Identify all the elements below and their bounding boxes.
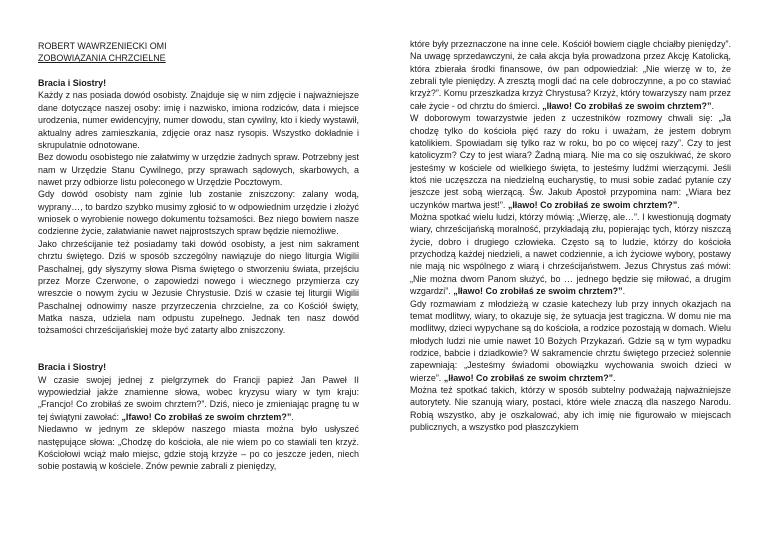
spacer — [38, 337, 359, 362]
paragraph — [410, 38, 731, 112]
paragraph-text: . — [711, 100, 714, 111]
author-name: ROBERT WAWRZENIECKI OMI — [38, 41, 167, 51]
paragraph-text: W czasie swojej jednej z pielgrzymek do Francji papież Jan Paweł II wypowiedział jakże znamienne słowa, wobec kryzysu wiary w tym kraju: „Francjo! Co zrobiłaś ze swoim chrztem?”. Dziś, nieco je zmieniając pragnę tu w tej świątyni zawołać: — [38, 374, 359, 422]
paragraph — [410, 112, 731, 211]
paragraph-text: . — [613, 372, 616, 383]
paragraph-text: W doborowym towarzystwie jeden z uczestników rozmowy chwali się: „Ja chodzę tylko do kościoła pięć razy do roku i uważam, że jestem dobrym katolikiem. Spowiadam się tylko raz w roku, bo po co więcej razy”. Czy to jest katolicyzm? Czy to jest wiara? Żadną miarą. Nie ma co się oszukiwać, że skoro jesteśmy w kościele od wielkiego święta, to jesteśmy ludźmi wierzącymi. Jeśli ktoś nie uczęszcza na niedzielną eucharystię, to musi sobie zadać pytanie czy jeszcze jest sobą wierzącą. Św. Jakub Apostoł przypomina nam: „Wiara bez uczynków martwa jest!”. — [410, 113, 731, 210]
paragraph: Można też spotkać takich, którzy w sposób subtelny podważają najważniejsze autorytety. Nie szanują wiary, postaci, które wiele znaczą dla naszego Narodu. Robią wszystko, aby je oszkalować, aby ich imię nie figurowało w miejscach publicznych, a wszystko pod płaszczykiem — [410, 385, 731, 433]
paragraph: Bez dowodu osobistego nie załatwimy w urzędzie żadnych spraw. Potrzebny jest nam w Urzędzie Stanu Cywilnego, przy sprawach sądowych, skarbowych, a nawet przy odbiorze listu poleconego w Urzędzie Pocztowym. — [38, 152, 359, 187]
refrain-text: „Iławo! Co zrobiłaś ze swoim chrztem?” — [507, 199, 678, 210]
paragraph-text: . — [622, 286, 626, 297]
greeting-heading: Bracia i Siostry! — [38, 362, 107, 373]
paragraph — [38, 374, 359, 423]
refrain-text: „Iławo! Co zrobiłaś ze swoim chrztem?” — [453, 286, 623, 297]
refrain-text: „Ifawo! Co zrobiłaś ze swoim chrztem?” — [121, 411, 292, 422]
paragraph — [410, 211, 731, 298]
paragraph: Niedawno w jednym ze sklepów naszego miasta można było usłyszeć następujące słowa: „Chodzę do kościoła, ale nie wiem po co stawiali ten krzyż. Kościołowi wciąż mało miejsc, gdzie stoją krzyże – po co jeszcze jeden, niech sobie postawią w kościele. Znów pewnie zabrali z pieniędzy, — [38, 424, 359, 472]
paragraph-text: które były przeznaczone na inne cele. Kościół bowiem ciągle chciałby pieniędzy”. Na uwagę sprzedawczyni, że cała akcja była prowadzona przez Akcję Katolicką, która zbierała środki finansowe, ów pan odpowiedział: „Nie wierzę w to, że zebrali tyle pieniędzy. A zresztą mogli dać na cele dobroczynne, a po co stawiać krzyż?”. Komu przeszkadza krzyż Chrystusa? Krzyż, który towarzyszy nam przez całe życie - od chrztu do śmierci. — [410, 39, 731, 111]
refrain-text: „Iławo! Co zrobiłaś ze swoim chrztem?” — [542, 100, 712, 111]
paragraph — [410, 298, 731, 385]
paragraph-text: Można spotkać wielu ludzi, którzy mówią: „Wierzę, ale…”. I kwestionują dogmaty wiary, chrześcijańską moralność, przykładają złu, popierając tych, którzy niszczą życie, dobro i drugiego człowieka. Często są to ludzie, którzy do kościoła przychodzą każdej niedzieli, a nawet codziennie, a ich życiowe wybory, postawy nie mają nic wspólnego z wiarą i chrześcijaństwem. Jezus Chrystus zaś mówi: „Nie można dwom Panom służyć, bo … jednego będzie się miłować, a drugim wzgardzi”. — [410, 212, 731, 297]
left-column — [38, 40, 359, 473]
refrain-text: „Iławo! Co zrobiłaś ze swoim chrztem?” — [443, 372, 614, 383]
greeting-heading: Bracia i Siostry! — [38, 78, 107, 89]
paragraph-text: Gdy rozmawiam z młodzieżą w czasie katechezy lub przy innych okazjach na temat modlitwy, wiary, to okazuje się, że sytuacja jest tragiczna. W domu nie ma modlitwy, dzieci wypychane są do kościoła, a rodzice pozostają w domach. Wielu młodych ludzi nie umie nawet 10 Bożych Przykazań. Gdzie są w tym wypadku rodzice, babcie i dziadkowie? W sakramencie chrztu świętego przecież solennie zapewniają: „Jesteśmy świadomi obowiązku wychowania swoich dzieci w wierze”. — [410, 298, 731, 383]
paragraph-text: . — [291, 411, 294, 422]
spacer — [38, 65, 359, 77]
paragraph-text: . — [677, 199, 680, 210]
paragraph: Gdy dowód osobisty nam zginie lub zostanie zniszczony: zalany wodą, wyprany…, to bardzo szybko musimy zgłosić to w odpowiednim urzędzie i złożyć wniosek o wyrobienie nowego dokumentu tożsamości. Bez niego bowiem nasze codzienne życie, załatwianie nawet najprostszych spraw będzie niemożliwe. — [38, 189, 359, 237]
right-column — [410, 38, 731, 434]
document-title: ZOBOWIĄZANIA CHRZCIELNE — [38, 53, 166, 64]
paragraph: Każdy z nas posiada dowód osobisty. Znajduje się w nim zdjęcie i najważniejsze dane dotyczące naszej osoby: imię i nazwisko, imiona rodziców, data i miejsce urodzenia, numer ewidencyjny, numer dowodu, stan cywilny, kto i kiedy wystawił, aktualny adres zamieszkania, zdjęcie oraz nasz rysopis. Wszystko dokładnie i skrupulatnie odnotowane. — [38, 90, 359, 150]
paragraph: Jako chrześcijanie też posiadamy taki dowód osobisty, a jest nim sakrament chrztu świętego. Dziś w sposób szczególny nawiązuje do niego liturgia Wigilii Paschalnej, gdy słyszymy słowa Pisma świętego o stworzeniu świata, przejściu przez Morze Czerwone, o zapowiedzi nowego i wiecznego przymierza czy wreszcie o nowym życiu w Jezusie Chrystusie. Dziś w czasie tej liturgii Wigilii Paschalnej odnowimy nasze przyrzeczenia chrzcielne, za co Kościół święty, Matka nasza, udziela nam odpustu zupełnego. Jednak ten nasz dowód tożsamości chrześcijańskiej może być zatarty albo zniszczony. — [38, 238, 359, 336]
